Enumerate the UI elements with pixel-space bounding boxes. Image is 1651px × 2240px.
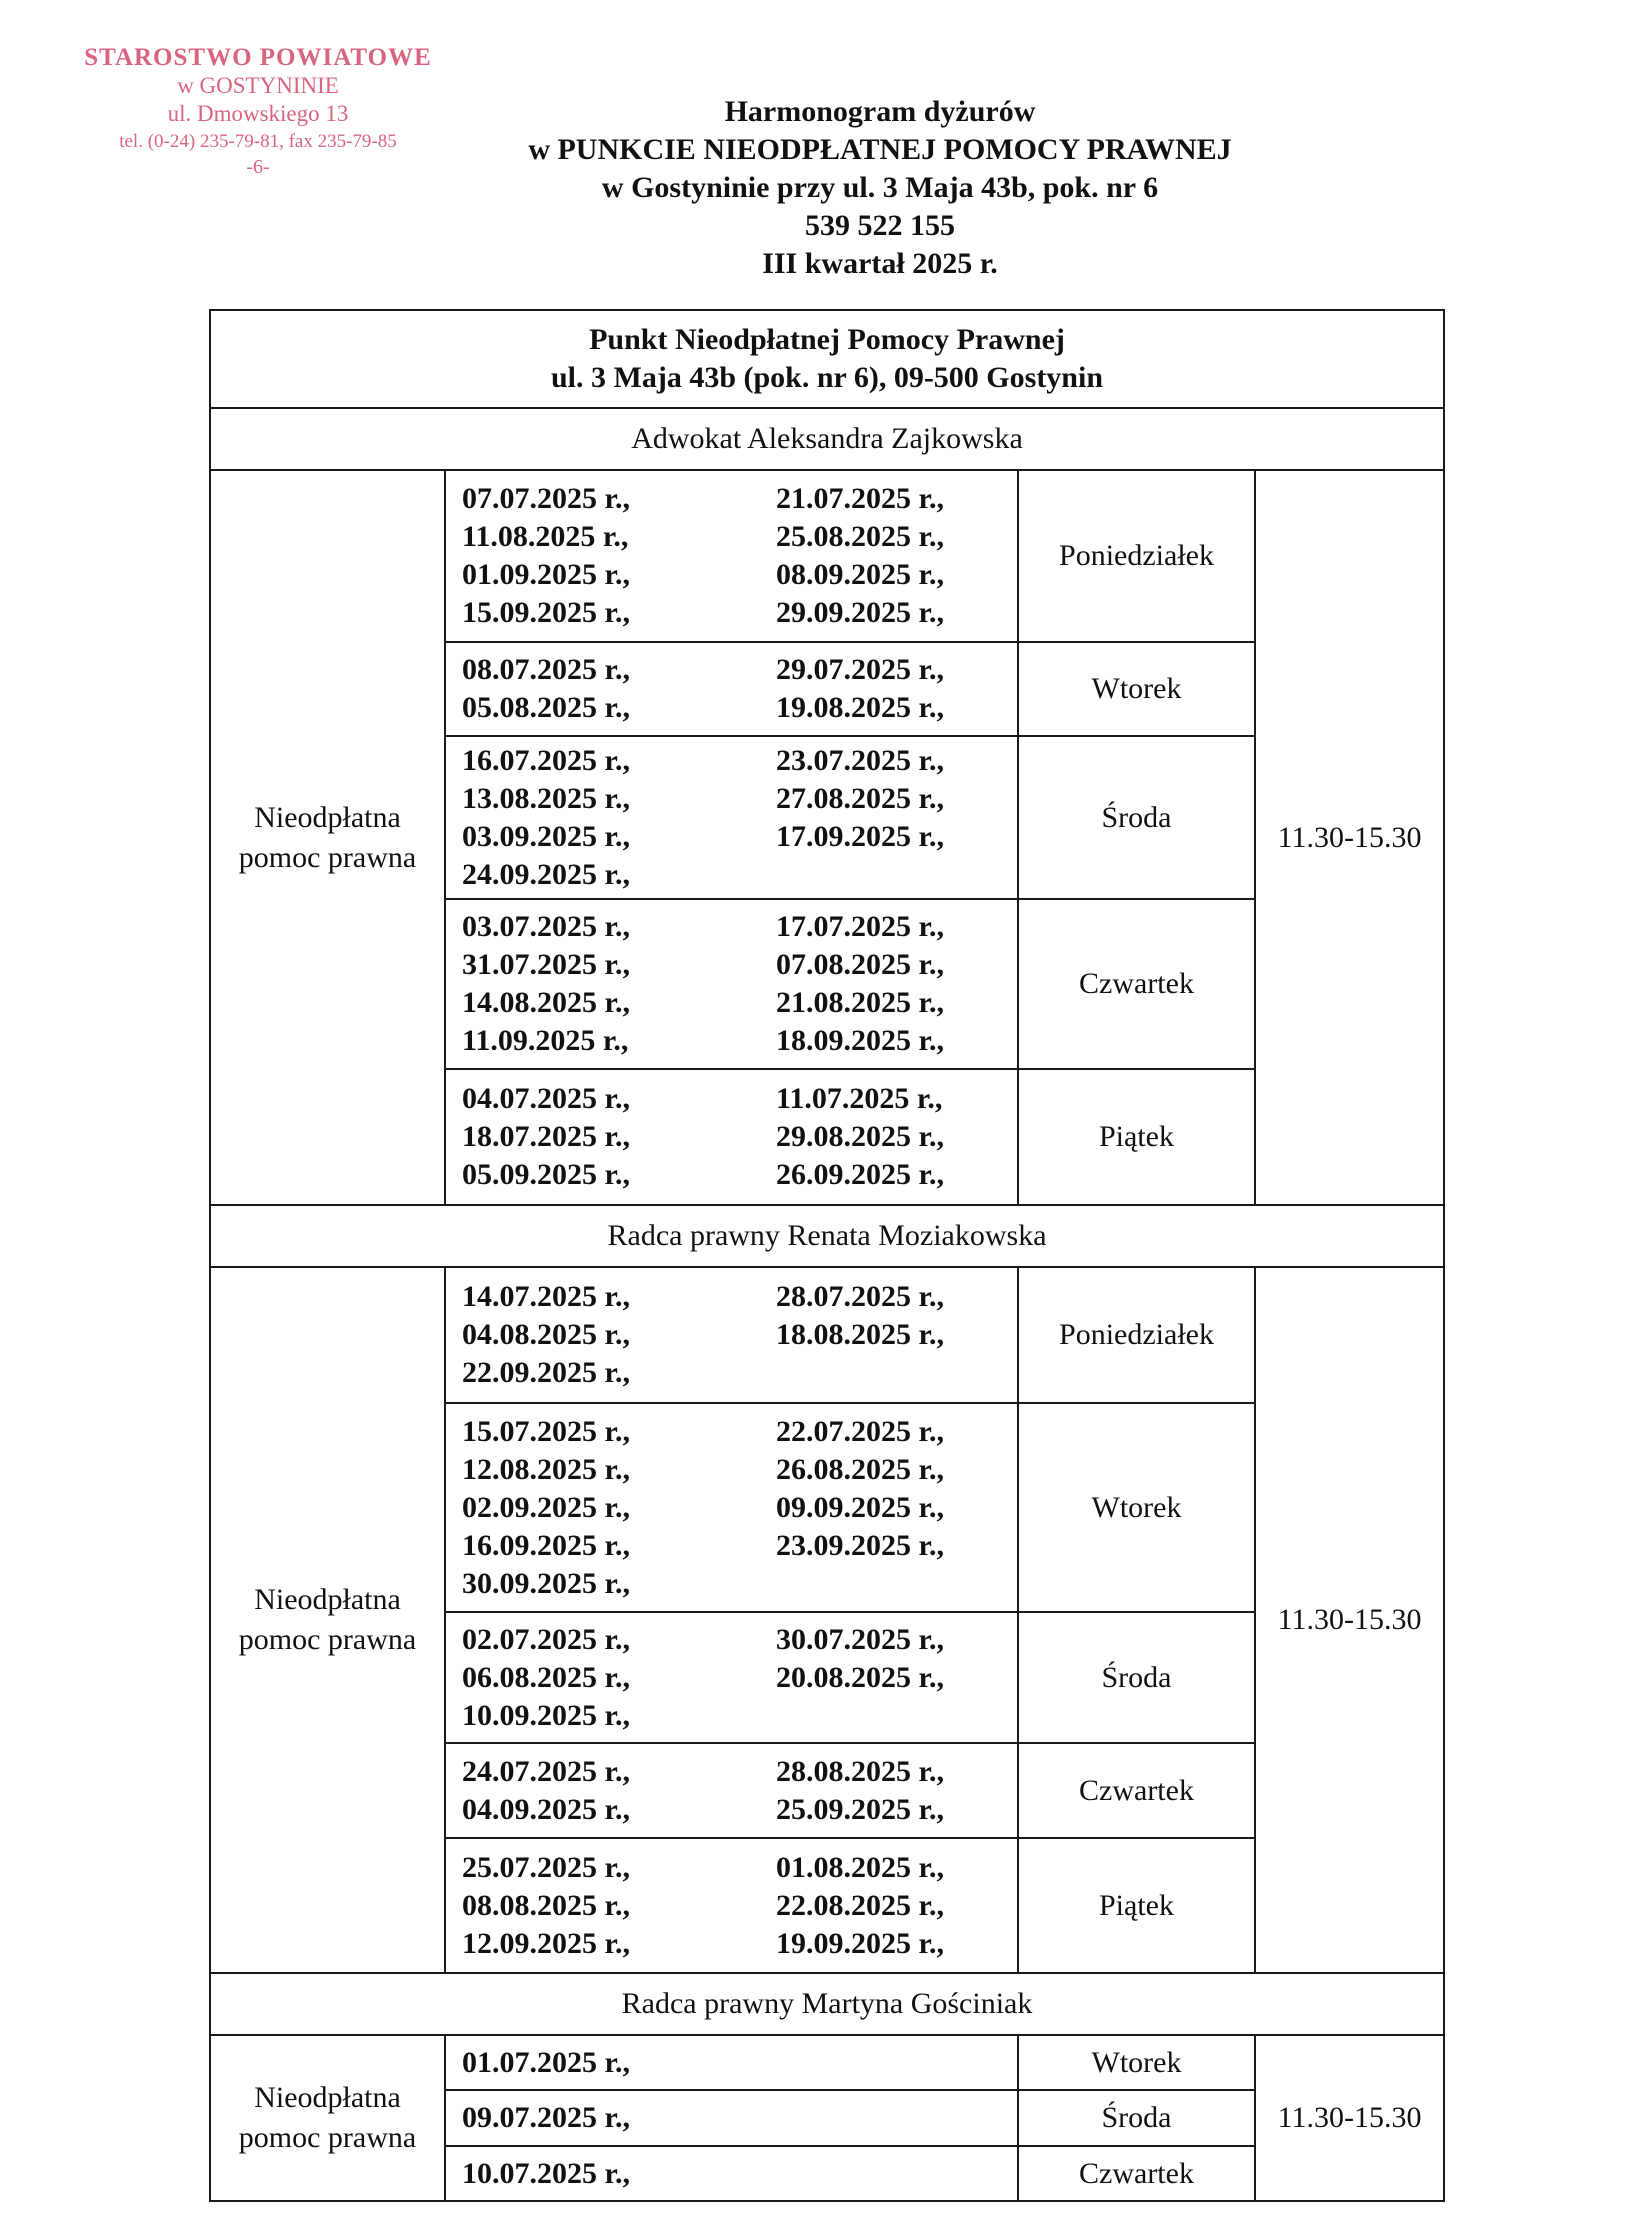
weekday-cell: Wtorek [1018,1403,1255,1612]
date-entry: 10.07.2025 r., [462,2156,631,2190]
dates-cell [445,2146,1018,2201]
date-entry: 20.08.2025 r., [776,1660,945,1694]
date-entry: 11.07.2025 r., [776,1082,943,1115]
dates-grid [446,1621,1017,1735]
date-entry: 03.07.2025 r., [462,910,631,943]
header-line: w Gostyninie przy ul. 3 Maja 43b, pok. nr 6 [601,171,1159,204]
category-line: Nieodpłatna [254,1583,401,1616]
date-entry: 14.08.2025 r., [462,986,631,1019]
dates-cell [445,2090,1018,2146]
dates-grid [446,2044,1017,2082]
service-category [210,470,445,1205]
date-entry: 05.08.2025 r., [462,691,631,724]
date-entry: 04.07.2025 r., [462,1082,631,1115]
table-title [210,310,1444,408]
dates-cell [445,642,1018,736]
weekday-cell: Czwartek [1018,899,1255,1069]
date-entry: 19.08.2025 r., [776,691,945,724]
date-entry: 17.09.2025 r., [776,819,945,853]
category-line: pomoc prawna [238,1623,417,1656]
document-header [380,93,1380,283]
date-entry: 04.09.2025 r., [462,1792,631,1826]
date-entry: 12.08.2025 r., [462,1452,631,1486]
dates-cell [445,1743,1018,1838]
date-entry: 07.07.2025 r., [462,482,631,515]
date-entry: 09.07.2025 r., [462,2101,631,2134]
hours-cell: 11.30-15.30 [1255,2035,1444,2201]
date-entry: 23.09.2025 r., [776,1528,945,1562]
date-entry: 02.09.2025 r., [462,1490,631,1524]
dates-grid [446,2099,1017,2137]
service-category [210,2035,445,2201]
date-entry: 10.09.2025 r., [462,1698,631,1732]
date-entry: 28.07.2025 r., [776,1280,945,1313]
date-entry: 19.09.2025 r., [776,1926,945,1960]
date-entry: 26.08.2025 r., [776,1452,945,1486]
date-entry: 21.07.2025 r., [776,482,945,515]
weekday-cell: Czwartek [1018,2146,1255,2201]
date-entry: 09.09.2025 r., [776,1490,945,1524]
date-entry: 25.08.2025 r., [776,520,945,553]
date-entry: 02.07.2025 r., [462,1622,631,1656]
weekday-cell: Piątek [1018,1838,1255,1973]
date-entry: 04.08.2025 r., [462,1318,631,1351]
date-entry: 25.07.2025 r., [462,1850,631,1884]
dates-cell [445,899,1018,1069]
person-row [210,1973,1444,2035]
date-entry: 11.08.2025 r., [462,520,629,553]
date-entry: 18.08.2025 r., [776,1318,945,1351]
date-entry: 08.09.2025 r., [776,558,945,591]
category-line: pomoc prawna [238,2121,417,2154]
table-row [210,1267,1444,1403]
stamp-line: ul. Dmowskiego 13 [167,101,349,126]
section-person: Radca prawny Martyna Gościniak [210,1973,1444,2035]
dates-cell [445,2035,1018,2090]
dates-cell [445,736,1018,899]
date-entry: 29.07.2025 r., [776,653,945,686]
date-entry [776,856,1006,894]
date-entry: 30.09.2025 r., [462,1566,631,1600]
date-entry: 31.07.2025 r., [462,948,631,981]
date-entry: 16.07.2025 r., [462,743,631,777]
hours-cell: 11.30-15.30 [1255,470,1444,1205]
table-title-line: Punkt Nieodpłatnej Pomocy Prawnej [589,323,1065,356]
category-line: Nieodpłatna [254,800,401,834]
hours-cell: 11.30-15.30 [1255,1267,1444,1973]
dates-grid [446,1080,1017,1194]
dates-grid [446,651,1017,727]
date-entry: 22.09.2025 r., [462,1356,631,1389]
date-entry: 05.09.2025 r., [462,1158,631,1191]
date-entry: 29.09.2025 r., [776,596,945,629]
date-entry: 28.08.2025 r., [776,1754,945,1788]
dates-grid [446,1849,1017,1963]
date-entry: 23.07.2025 r., [776,743,945,777]
dates-cell [445,1612,1018,1743]
date-entry: 17.07.2025 r., [776,910,945,943]
date-entry: 22.07.2025 r., [776,1414,945,1448]
date-entry: 15.07.2025 r., [462,1414,631,1448]
date-entry: 11.09.2025 r., [462,1024,629,1057]
date-entry: 24.07.2025 r., [462,1754,631,1788]
dates-grid [446,1413,1017,1603]
dates-cell [445,1838,1018,1973]
dates-grid [446,1753,1017,1829]
page-title: Harmonogram dyżurów [724,95,1036,128]
dates-grid [446,1278,1017,1392]
date-entry [776,1565,1006,1603]
dates-grid [446,742,1017,894]
date-entry: 14.07.2025 r., [462,1280,631,1313]
date-entry: 08.08.2025 r., [462,1888,631,1922]
weekday-cell: Piątek [1018,1069,1255,1205]
date-entry: 13.08.2025 r., [462,781,631,815]
date-entry: 27.08.2025 r., [776,781,945,815]
date-entry: 26.09.2025 r., [776,1158,945,1191]
phone-number: 539 522 155 [805,209,955,242]
stamp-line: STAROSTWO POWIATOWE [84,44,432,71]
date-entry: 22.08.2025 r., [776,1888,945,1922]
date-entry: 12.09.2025 r., [462,1926,631,1960]
dates-cell [445,1069,1018,1205]
weekday-cell: Środa [1018,2090,1255,2146]
stamp-line: tel. (0-24) 235-79-81, fax 235-79-85 [119,131,397,152]
date-entry: 18.07.2025 r., [462,1120,631,1153]
service-category [210,1267,445,1973]
date-entry: 03.09.2025 r., [462,819,631,853]
quarter-label: III kwartał 2025 r. [762,247,998,280]
category-line: pomoc prawna [238,840,417,874]
person-row [210,1205,1444,1267]
weekday-cell: Wtorek [1018,2035,1255,2090]
table-row [210,470,1444,642]
date-entry: 24.09.2025 r., [462,857,631,891]
stamp-line: -6- [246,156,270,178]
date-entry: 18.09.2025 r., [776,1024,945,1057]
date-entry: 30.07.2025 r., [776,1622,945,1656]
dates-cell [445,470,1018,642]
category-line: Nieodpłatna [254,2081,401,2114]
table-row [210,2035,1444,2090]
weekday-cell: Wtorek [1018,642,1255,736]
stamp-line: w GOSTYNINIE [177,73,339,98]
date-entry: 15.09.2025 r., [462,596,631,629]
dates-cell [445,1403,1018,1612]
date-entry: 25.09.2025 r., [776,1792,945,1826]
table-title-line: ul. 3 Maja 43b (pok. nr 6), 09-500 Gostynin [551,361,1104,394]
dates-grid [446,2155,1017,2193]
date-entry: 06.08.2025 r., [462,1660,631,1694]
date-entry: 07.08.2025 r., [776,948,945,981]
date-entry [776,1697,1006,1735]
date-entry: 29.08.2025 r., [776,1120,945,1153]
weekday-cell: Czwartek [1018,1743,1255,1838]
person-row [210,408,1444,470]
date-entry [776,1354,1006,1392]
date-entry: 01.09.2025 r., [462,558,631,591]
date-entry: 08.07.2025 r., [462,653,631,686]
schedule-table [209,309,1445,2202]
date-entry: 16.09.2025 r., [462,1528,631,1562]
weekday-cell: Poniedziałek [1018,1267,1255,1403]
dates-cell [445,1267,1018,1403]
header-line: w PUNKCIE NIEODPŁATNEJ POMOCY PRAWNEJ [528,133,1232,166]
date-entry: 01.07.2025 r., [462,2045,631,2079]
weekday-cell: Środa [1018,736,1255,899]
dates-grid [446,908,1017,1060]
section-person: Radca prawny Renata Moziakowska [210,1205,1444,1267]
dates-grid [446,480,1017,632]
weekday-cell: Środa [1018,1612,1255,1743]
date-entry: 21.08.2025 r., [776,986,945,1019]
weekday-cell: Poniedziałek [1018,470,1255,642]
section-person: Adwokat Aleksandra Zajkowska [210,408,1444,470]
date-entry: 01.08.2025 r., [776,1850,945,1884]
